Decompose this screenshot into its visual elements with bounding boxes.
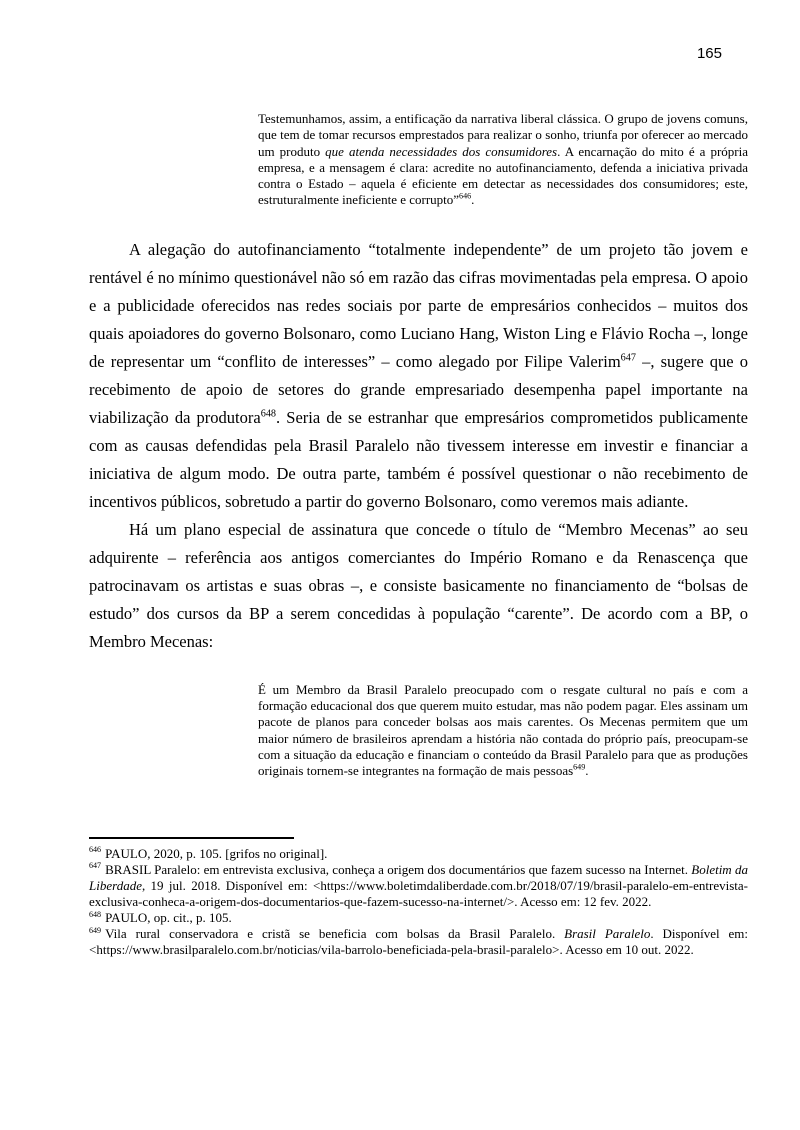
quote-text-run: . bbox=[585, 763, 589, 779]
body-text-run: . Seria de se estranhar que empresários comprometidos publicamente com as causas defendidas pela Brasil Paralelo não tivessem interesse em investir e financiar a iniciativa de algum modo. De outra parte, também é possível questionar o não recebimento de incentivos públicos, sobretudo a partir do governo Bolsonaro, como veremos mais adiante. bbox=[89, 407, 748, 511]
footnote-647 bbox=[89, 862, 748, 910]
body-text-run: Há um plano especial de assinatura que concede o título de “Membro Mecenas” ao seu adquirente – referência aos antigos comerciantes do Império Romano e da Renascença que patrocinavam os artistas e suas obras –, e consiste basicamente no financiamento de “bolsas de estudo” dos cursos da BP a serem concedidas à população “carente”. De acordo com a BP, o Membro Mecenas: bbox=[89, 519, 748, 651]
body-text-run: –, sugere que o recebimento de apoio de setores do grande empresariado desempenha papel importante na viabilização da produtora bbox=[89, 351, 748, 427]
footnote-ref-646: 646 bbox=[459, 192, 472, 202]
footnote-649 bbox=[89, 926, 748, 958]
footnote-text-run: PAULO, 2020, p. 105. [grifos no original]. bbox=[105, 845, 328, 861]
footnote-text-run: , 19 jul. 2018. Disponível em: <https://www.boletimdaliberdade.com.br/2018/07/19/brasil-paralelo-em-entrevista-exclusiva-conheca-a-origem-dos-documentarios-que-fazem-sucesso-na-internet/>. Acesso em: 12 fev. 2022. bbox=[89, 877, 748, 909]
footnote-646 bbox=[89, 846, 748, 862]
page-number: 165 bbox=[696, 45, 722, 62]
footnote-text-run: BRASIL Paralelo: em entrevista exclusiva, conheça a origem dos documentários que fazem sucesso na Internet. bbox=[105, 861, 692, 877]
footnotes-section bbox=[89, 837, 748, 959]
body-text-run: A alegação do autofinanciamento “totalmente independente” de um projeto tão jovem e rentável é no mínimo questionável não só em razão das cifras movimentadas pela empresa. O apoio e a publicidade oferecidos nas redes sociais por parte de empresários conhecidos – muitos dos quais apoiadores do governo Bolsonaro, como Luciano Hang, Wiston Ling e Flávio Rocha –, longe de representar um “conflito de interesses” – como alegado por Filipe Valerim bbox=[89, 239, 748, 371]
footnote-648 bbox=[89, 910, 748, 926]
paragraph-1 bbox=[89, 236, 748, 516]
quote-text-run: . bbox=[471, 192, 475, 208]
quote-text-run: Testemunhamos, assim, a entificação da narrativa liberal clássica. O grupo de jovens comuns, que tem de tomar recursos emprestados para realizar o sonho, triunfa por oferecer ao mercado um produto bbox=[258, 111, 748, 159]
quote-text-run: . A encarnação do mito é a própria empresa, e a mensagem é clara: acredite no autofinanciamento, defenda a iniciativa privada contra o Estado – aquela é eficiente em detectar as necessidades dos consumidores; este, estruturalmente ineficiente e corrupto” bbox=[258, 143, 748, 208]
footnote-ref-648: 648 bbox=[260, 408, 277, 420]
footnote-marker: 648 bbox=[89, 909, 102, 919]
footnote-ref-649: 649 bbox=[573, 762, 586, 772]
quote-text-run: É um Membro da Brasil Paralelo preocupado com o resgate cultural no país e com a formação educacional dos que querem muito estudar, mas não podem pagar. Eles assinam um pacote de planos para conceder bolsas aos mais carentes. Os Mecenas permitem que um maior número de brasileiros aprendam a história não contada do próprio país, preocupam-se com a situação da educação e financiam o conteúdo da Brasil Paralelo para que as produções originais tornem-se integrantes na formação de mais pessoas bbox=[258, 681, 748, 779]
footnote-marker: 646 bbox=[89, 845, 102, 855]
footnote-marker: 647 bbox=[89, 861, 102, 871]
footnote-separator bbox=[89, 837, 294, 839]
footnote-marker: 649 bbox=[89, 925, 102, 935]
footnote-italic-run: Boletim da Liberdade bbox=[89, 861, 749, 893]
footnote-italic-run: Brasil Paralelo bbox=[564, 926, 651, 942]
paragraph-2 bbox=[89, 516, 748, 656]
block-quote-1 bbox=[258, 111, 748, 209]
footnote-text-run: Vila rural conservadora e cristã se beneficia com bolsas da Brasil Paralelo. bbox=[105, 926, 565, 942]
quote-italic-run: que atenda necessidades dos consumidores bbox=[325, 143, 558, 159]
footnote-ref-647: 647 bbox=[620, 352, 636, 364]
block-quote-2 bbox=[258, 682, 748, 780]
footnote-text-run: . Disponível em: <https://www.brasilparalelo.com.br/noticias/vila-barrolo-beneficiada-pela-brasil-paralelo>. Acesso em 10 out. 2022. bbox=[89, 926, 749, 958]
footnote-text-run: PAULO, op. cit., p. 105. bbox=[105, 909, 232, 925]
